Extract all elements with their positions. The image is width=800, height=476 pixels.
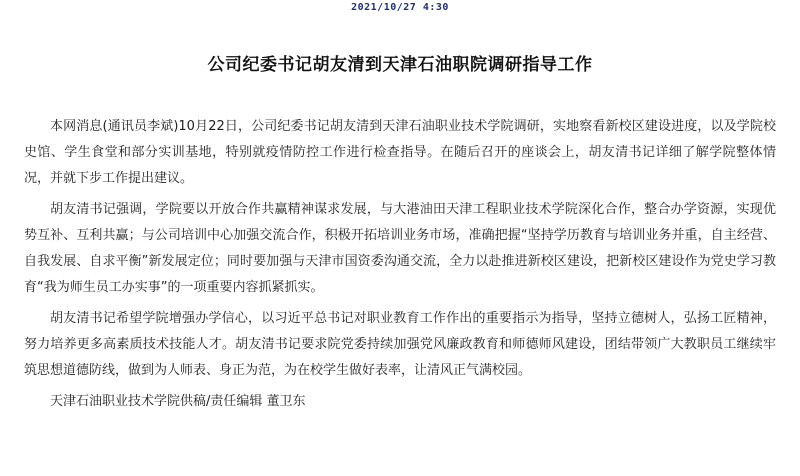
article-paragraph-3: 胡友清书记希望学院增强办学信心，以习近平总书记对职业教育工作作出的重要指示为指导，坚持立德树人，弘扬工匠精神，努力培养更多高素质技术技能人才。胡友清书记要求院党委持续加强党风廉政教育和师德师风建设，团结带领广大教职员工继续牢筑思想道德防线，做到为人师表、身正为范，为在校学生做好表率，让清风正气满校园。 xyxy=(24,311,776,378)
article-credit: 天津石油职业技术学院供稿/责任编辑 董卫东 xyxy=(50,394,306,409)
article-paragraph-1: 本网消息(通讯员李斌)10月22日，公司纪委书记胡友清到天津石油职业技术学院调研，实地察看新校区建设进度，以及学院校史馆、学生食堂和部分实训基地，特别就疫情防控工作进行检查指导。在随后召开的座谈会上，胡友清书记详细了解学院整体情况，并就下步工作提出建议。 xyxy=(24,119,776,186)
article-title: 公司纪委书记胡友清到天津石油职院调研指导工作 xyxy=(207,55,593,75)
timestamp: 2021/10/27 4:30 xyxy=(351,2,449,13)
article-body xyxy=(24,114,776,415)
article-paragraph-2: 胡友清书记强调，学院要以开放合作共赢精神谋求发展，与大港油田天津工程职业技术学院深化合作，整合办学资源，实现优势互补、互利共赢；与公司培训中心加强交流合作，积极开拓培训业务市场，准确把握“坚持学历教育与培训业务并重，自主经营、自我发展、自求平衡”新发展定位；同时要加强与天津市国资委沟通交流，全力以赴推进新校区建设，把新校区建设作为党史学习教育“我为师生员工办实事”的一项重要内容抓紧抓实。 xyxy=(24,202,776,295)
